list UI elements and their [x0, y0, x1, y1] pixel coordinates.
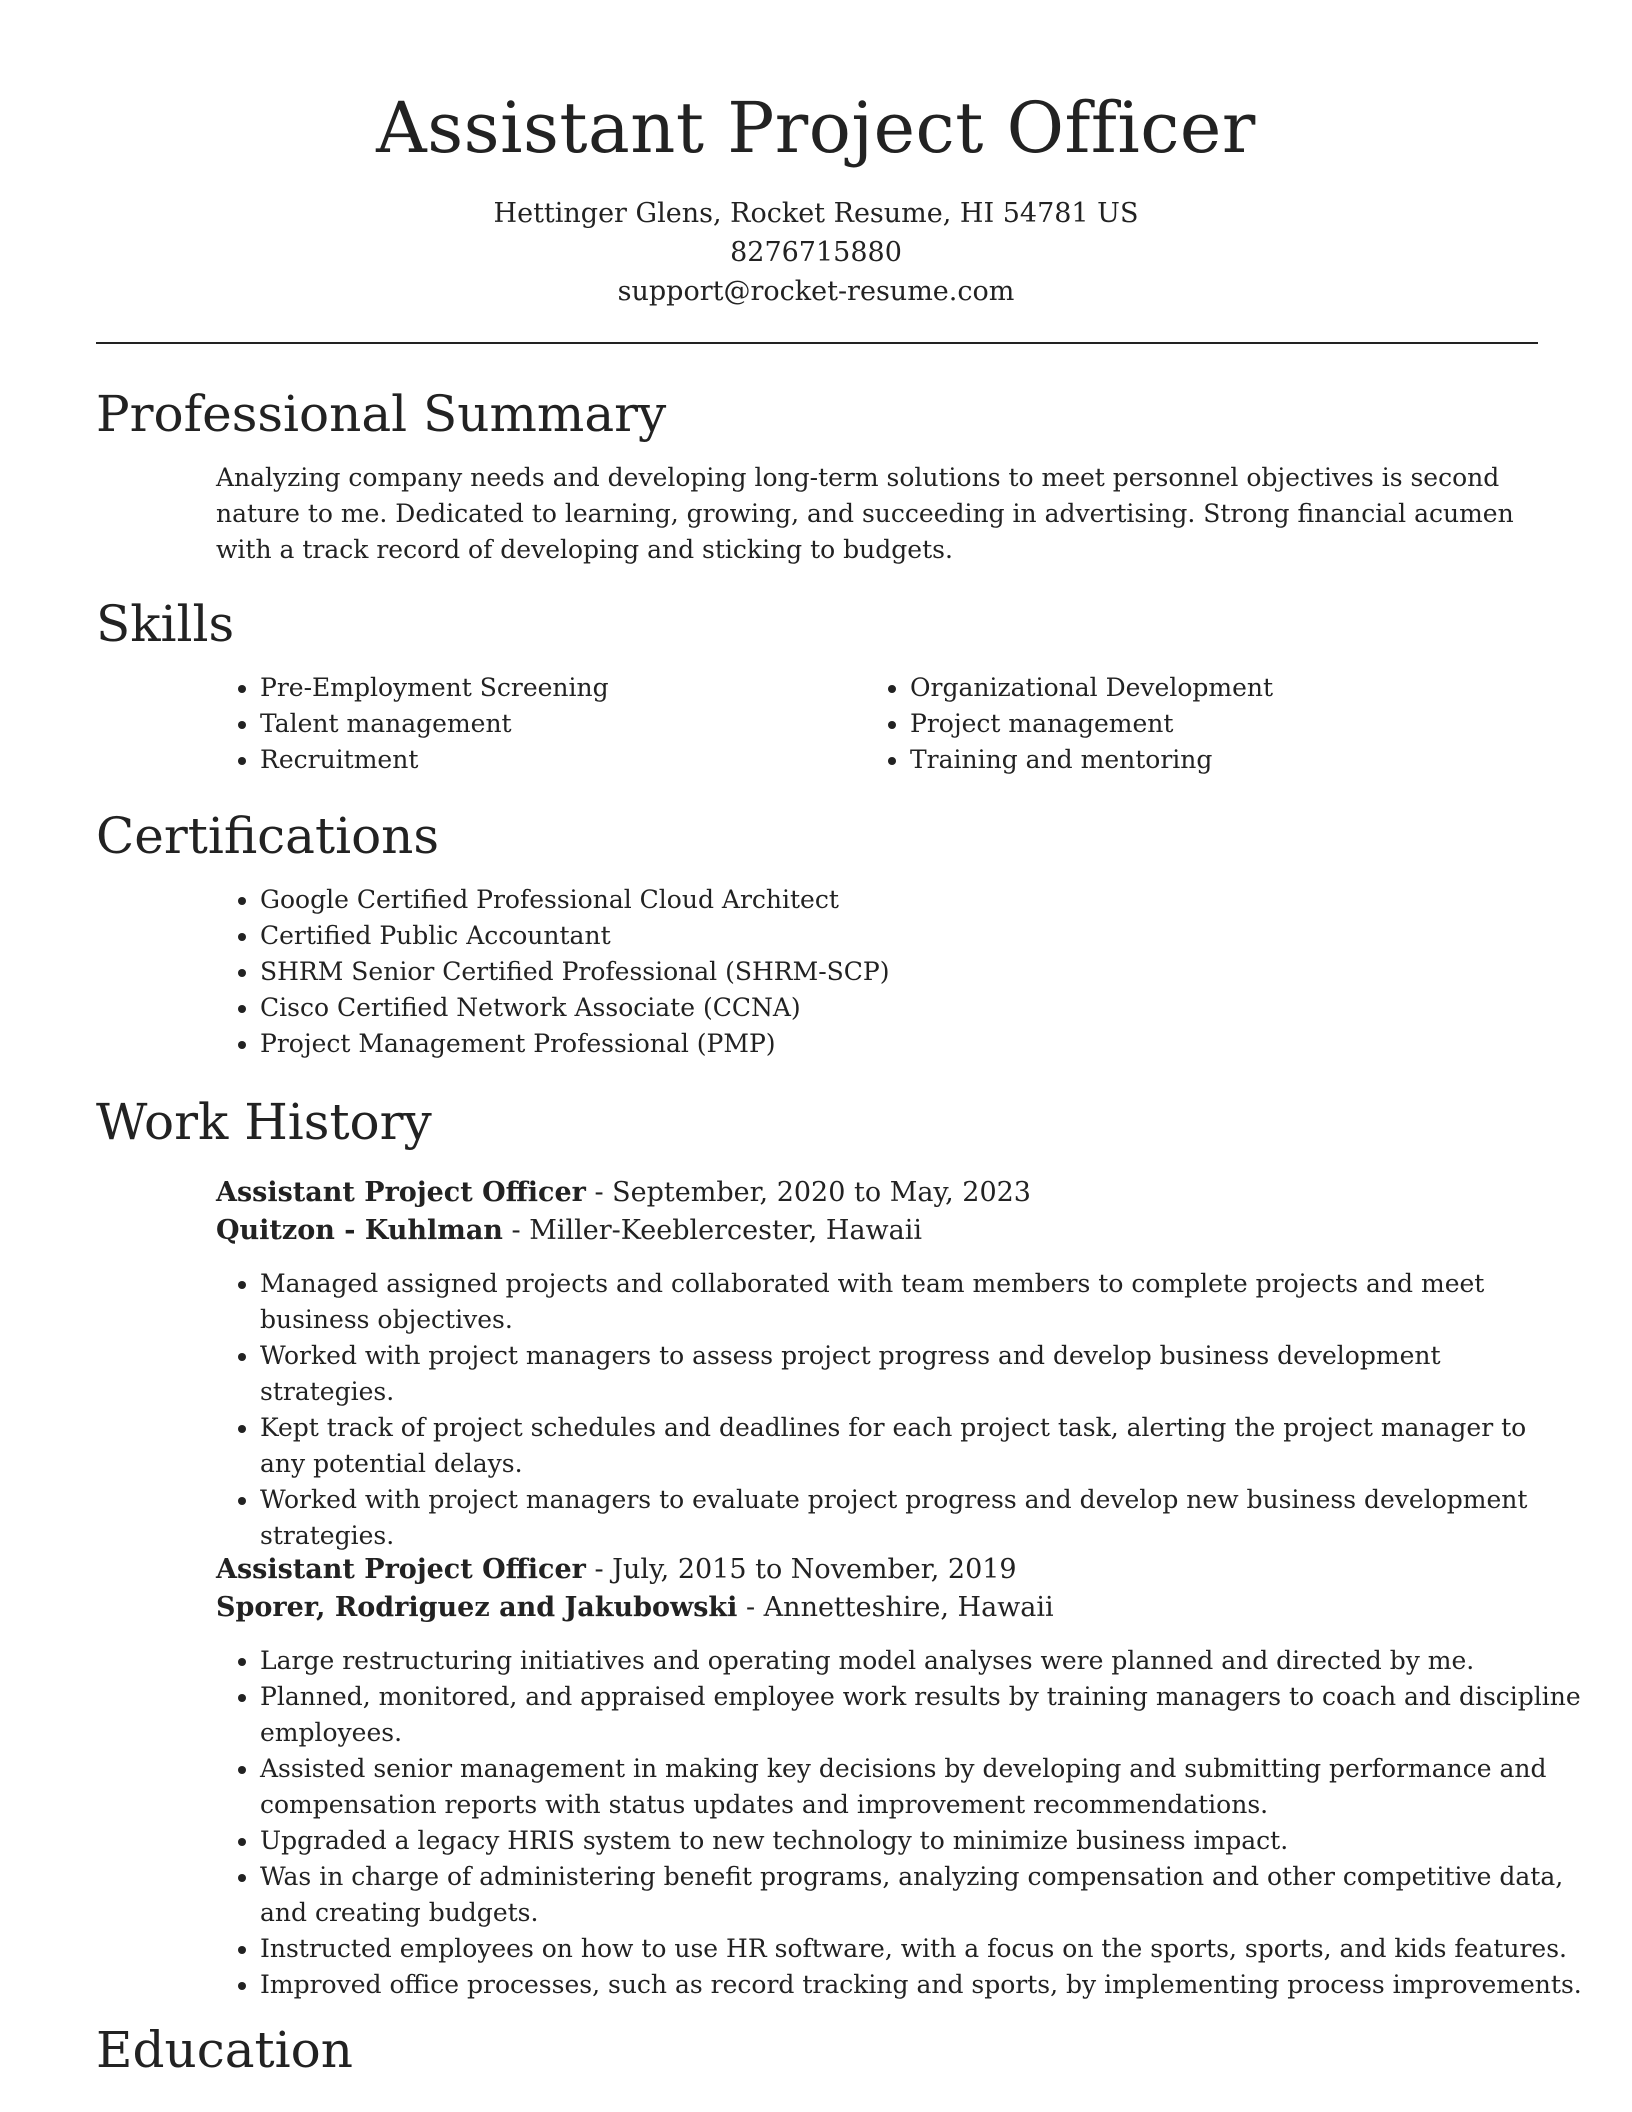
list-item: • Upgraded a legacy HRIS system to new technology to minimize business impact.: [260, 1823, 1590, 1859]
section-title-education: Education: [96, 2021, 353, 2079]
list-item: • Improved office processes, such as record tracking and sports, by implementing process improvements.: [260, 1967, 1590, 2003]
job-company: Quitzon - Kuhlman: [216, 1215, 503, 1246]
list-item: • Google Certified Professional Cloud Architect: [260, 882, 1580, 918]
section-title-summary: Professional Summary: [96, 385, 667, 443]
job-1-title-line: [216, 1174, 1031, 1212]
job-1-bullets: [216, 1266, 1560, 1554]
list-item: • Managed assigned projects and collaborated with team members to complete projects and meet business objectives.: [260, 1266, 1560, 1338]
list-item: • Project management: [910, 706, 1530, 742]
list-item: • Project Management Professional (PMP): [260, 1026, 1580, 1062]
section-title-work-history: Work History: [96, 1093, 432, 1151]
resume-header: [0, 0, 1632, 311]
list-item: • Training and mentoring: [910, 742, 1530, 778]
job-2-title-line: [216, 1551, 1017, 1589]
job-dates: - July, 2015 to November, 2019: [585, 1554, 1017, 1585]
job-2-company-line: [216, 1589, 1054, 1627]
list-item: • Pre-Employment Screening: [260, 670, 820, 706]
job-role: Assistant Project Officer: [216, 1554, 586, 1585]
list-item: • Worked with project managers to evaluate project progress and develop new business development strategies.: [260, 1482, 1560, 1554]
section-title-skills: Skills: [96, 595, 235, 653]
job-location: - Miller-Keeblercester, Hawaii: [502, 1215, 923, 1246]
list-item: • Organizational Development: [910, 670, 1530, 706]
list-item: • Cisco Certified Network Associate (CCNA): [260, 990, 1580, 1026]
list-item: • Instructed employees on how to use HR software, with a focus on the sports, sports, and kids features.: [260, 1931, 1590, 1967]
job-company: Sporer, Rodriguez and Jakubowski: [216, 1592, 738, 1623]
job-role: Assistant Project Officer: [216, 1177, 586, 1208]
list-item: • Assisted senior management in making key decisions by developing and submitting performance and compensation reports with status updates and improvement recommendations.: [260, 1751, 1590, 1823]
list-item: • Kept track of project schedules and deadlines for each project task, alerting the project manager to any potential delays.: [260, 1410, 1560, 1482]
skills-list-right: [866, 670, 1530, 778]
certifications-list: [216, 882, 1580, 1062]
job-location: - Annetteshire, Hawaii: [737, 1592, 1054, 1623]
list-item: • Talent management: [260, 706, 820, 742]
job-2-bullets: [216, 1643, 1590, 2003]
skills-list-left: [216, 670, 820, 778]
summary-text: Analyzing company needs and developing long-term solutions to meet personnel objectives is second nature to me. Dedicated to learning, growing, and succeeding in advertising. Strong financial acumen with a track record of developing and sticking to budgets.: [216, 463, 1514, 564]
list-item: • SHRM Senior Certified Professional (SHRM-SCP): [260, 954, 1580, 990]
list-item: • Recruitment: [260, 742, 820, 778]
candidate-name: Assistant Project Officer: [376, 87, 1256, 169]
list-item: • Worked with project managers to assess project progress and develop business development strategies.: [260, 1338, 1560, 1410]
header-divider: [96, 342, 1538, 344]
job-1-company-line: [216, 1212, 922, 1250]
contact-info: [0, 194, 1632, 311]
job-dates: - September, 2020 to May, 2023: [585, 1177, 1031, 1208]
list-item: • Large restructuring initiatives and operating model analyses were planned and directed by me.: [260, 1643, 1590, 1679]
section-title-certifications: Certifications: [96, 807, 440, 865]
list-item: • Planned, monitored, and appraised employee work results by training managers to coach and discipline employees.: [260, 1679, 1590, 1751]
list-item: • Certified Public Accountant: [260, 918, 1580, 954]
email: support@rocket-resume.com: [617, 276, 1015, 307]
address: Hettinger Glens, Rocket Resume, HI 54781 US: [493, 198, 1139, 229]
list-item: • Was in charge of administering benefit programs, analyzing compensation and other competitive data, and creating budgets.: [260, 1859, 1590, 1931]
phone: 8276715880: [730, 237, 902, 268]
